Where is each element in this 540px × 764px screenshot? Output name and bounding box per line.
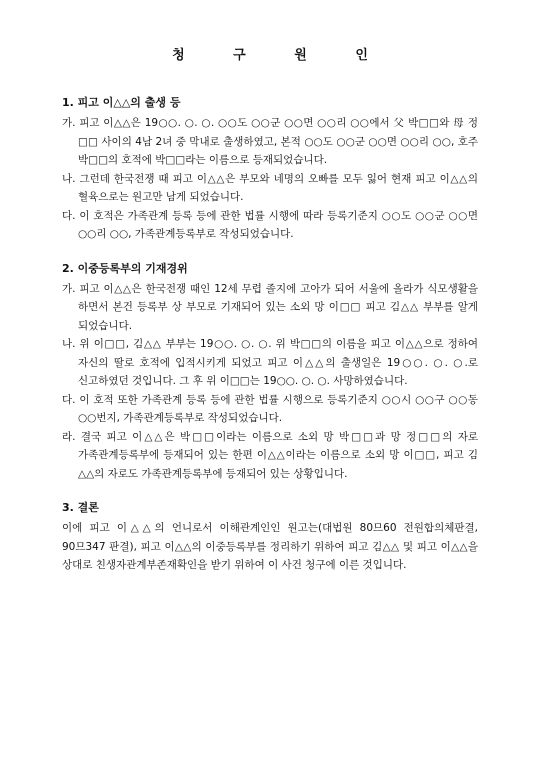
section-birth (62, 96, 478, 244)
section-heading: 3. 결론 (62, 501, 99, 514)
list-item: 나. 그런데 한국전쟁 때 피고 이△△은 부모와 네명의 오빠를 모두 잃어 현재 피고 이△△의 혈육으로는 원고만 남게 되었습니다. (62, 172, 478, 203)
list-item: 다. 이 호적 또한 가족관계 등록 등에 관한 법률 시행으로 등록기준지 ○○시 ○○구 ○○동 ○○번지, 가족관계등록부로 작성되었습니다. (62, 393, 478, 424)
document-title: 청 구 원 인 (172, 48, 390, 63)
section-registration-history (62, 262, 478, 484)
list-item: 가. 피고 이△△은 19○○. ○. ○. ○○도 ○○군 ○○면 ○○리 ○○에서 父 박□□와 母 정□□ 사이의 4남 2녀 중 막내로 출생하였고, 본적 ○○도 ○○군 ○○면 ○○리 ○○, 호주 박□□의 호적에 박□□라는 이름으로 등재되었습니다. (62, 117, 478, 166)
section-heading: 2. 이중등록부의 기재경위 (62, 261, 188, 275)
section-heading: 1. 피고 이△△의 출생 등 (62, 96, 181, 109)
list-item: 가. 피고 이△△은 한국전쟁 때인 12세 무렵 졸지에 고아가 되어 서울에 올라가 식모생활을 하면서 본건 등록부 상 부모로 기재되어 있는 소외 망 이□□ 피고 김△△ 부부를 알게 되었습니다. (62, 282, 478, 332)
list-item: 라. 결국 피고 이△△은 박□□이라는 이름으로 소외 망 박□□과 망 정□□의 자로 가족관계등록부에 등재되어 있는 한편 이△△이라는 이름으로 소외 망 이□□, 피고 김△△의 자로도 가족관계등록부에 등재되어 있는 상황입니다. (62, 430, 478, 480)
section-conclusion (62, 501, 478, 575)
list-item: 다. 이 호적은 가족관계 등록 등에 관한 법률 시행에 따라 등록기준지 ○○도 ○○군 ○○면 ○○리 ○○, 가족관계등록부로 작성되었습니다. (62, 209, 478, 240)
conclusion-paragraph: 이에 피고 이△△의 언니로서 이해관계인인 원고는(대법원 80므60 전원합의체판결, 90므347 판결), 피고 이△△의 이중등록부를 정리하기 위하여 피고 김△△ 및 피고 이△△을 상대로 친생자관계부존재확인을 받기 위하여 이 사건 청구에 이른 것입니다. (62, 522, 478, 571)
list-item: 나. 위 이□□, 김△△ 부부는 19○○. ○. ○. 위 박□□의 이름을 피고 이△△으로 정하여 자신의 딸로 호적에 입적시키게 되었고 피고 이△△의 출생일은 19○○. ○. ○.로 신고하였던 것입니다. 그 후 위 이□□는 19○○. ○. ○. 사망하였습니다. (62, 338, 478, 387)
